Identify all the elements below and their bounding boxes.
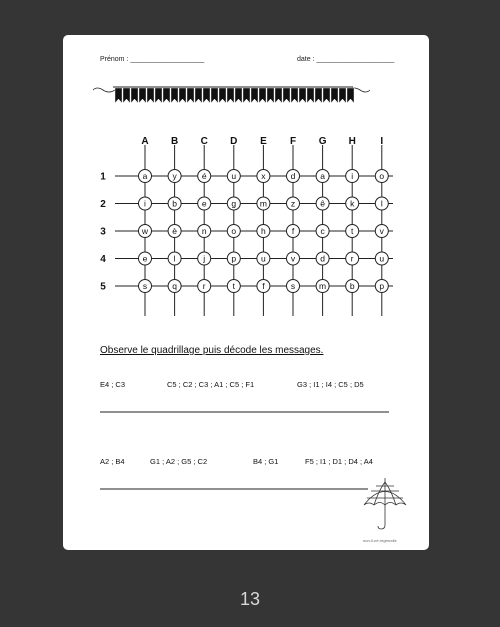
title-banner bbox=[93, 87, 370, 103]
banner-pennant bbox=[147, 88, 154, 103]
row-header: 3 bbox=[100, 226, 106, 238]
banner-pennant bbox=[283, 88, 290, 103]
banner-pennant bbox=[187, 88, 194, 103]
banner-pennant bbox=[139, 88, 146, 103]
grid-cell-letter: m bbox=[319, 281, 327, 291]
banner-pennant bbox=[195, 88, 202, 103]
instruction-text: Observe le quadrillage puis décode les messages. bbox=[100, 345, 324, 356]
banner-pennant bbox=[243, 88, 250, 103]
grid-cell-letter: t bbox=[232, 281, 235, 291]
grid-cell-letter: j bbox=[203, 253, 206, 264]
grid-cell-letter: k bbox=[350, 198, 355, 209]
banner-pennant bbox=[339, 88, 346, 103]
banner-pennant bbox=[323, 88, 330, 103]
grid-cell-letter: r bbox=[350, 253, 354, 264]
code-group: G1 ; A2 ; G5 ; C2 bbox=[150, 457, 208, 466]
code-group: E4 ; C3 bbox=[100, 380, 126, 389]
grid-cell-letter: s bbox=[290, 281, 296, 291]
grid-cell-letter: u bbox=[231, 171, 237, 181]
row-header: 2 bbox=[100, 199, 106, 210]
banner-pennant bbox=[251, 88, 258, 103]
grid-cell-letter: l bbox=[380, 198, 383, 209]
column-header: E bbox=[260, 136, 267, 147]
grid-cell-letter: g bbox=[231, 198, 237, 209]
grid-cell-letter: d bbox=[320, 253, 325, 264]
worksheet-page bbox=[63, 35, 429, 550]
grid-cell-letter: c bbox=[320, 226, 325, 236]
grid-cell-letter: r bbox=[202, 281, 206, 291]
grid-cell-letter: t bbox=[351, 226, 354, 236]
prenom-field: Prénom : ___________________ bbox=[100, 56, 205, 63]
grid-cell-letter: d bbox=[290, 171, 296, 181]
grid-cell-letter: f bbox=[262, 281, 265, 291]
grid-cell-letter: è bbox=[172, 226, 177, 236]
grid-cell-letter: u bbox=[379, 253, 385, 264]
row-header: 1 bbox=[100, 171, 106, 183]
banner-pennant bbox=[179, 88, 186, 103]
column-header: H bbox=[348, 136, 356, 147]
grid-cell-letter: y bbox=[172, 171, 177, 181]
row-header: 5 bbox=[100, 281, 106, 293]
credit-text: non-il-ne-regrondis bbox=[363, 538, 397, 543]
grid-cell-letter: n bbox=[201, 226, 207, 236]
grid-cell-letter: p bbox=[379, 281, 385, 291]
row-header: 4 bbox=[100, 254, 106, 265]
banner-pennant bbox=[347, 88, 354, 103]
banner-pennant bbox=[275, 88, 282, 103]
column-header: I bbox=[380, 136, 384, 147]
banner-pennant bbox=[155, 88, 162, 103]
banner-pennant bbox=[235, 88, 242, 103]
date-field: date : ____________________ bbox=[297, 56, 395, 63]
banner-pennant bbox=[115, 88, 122, 103]
banner-pennant bbox=[299, 88, 306, 103]
grid-cell-letter: o bbox=[231, 226, 237, 236]
grid-cell-letter: u bbox=[261, 253, 266, 264]
column-header: A bbox=[141, 136, 149, 147]
grid-cell-letter: z bbox=[290, 198, 296, 209]
banner-pennant bbox=[331, 88, 338, 103]
grid-cell-letter: v bbox=[379, 226, 384, 236]
code-group: B4 ; G1 bbox=[253, 457, 279, 466]
grid-cell-letter: i bbox=[351, 171, 354, 181]
banner-pennant bbox=[163, 88, 170, 103]
grid-cell-letter: h bbox=[261, 226, 266, 236]
grid-cell-letter: f bbox=[291, 226, 295, 236]
grid-cell-letter: m bbox=[259, 198, 267, 209]
code-group: G3 ; I1 ; I4 ; C5 ; D5 bbox=[297, 380, 364, 389]
grid-cell-letter: w bbox=[141, 226, 149, 236]
banner-pennant bbox=[123, 88, 130, 103]
umbrella-icon bbox=[364, 478, 406, 529]
code-group: C5 ; C2 ; C3 ; A1 ; C5 ; F1 bbox=[167, 380, 255, 389]
grid-cell-letter: o bbox=[379, 171, 385, 181]
grid-cell-letter: e bbox=[142, 253, 148, 264]
grid-cell-letter: e bbox=[201, 198, 207, 209]
banner-pennant bbox=[291, 88, 298, 103]
column-header: B bbox=[170, 136, 179, 147]
grid-cell-letter: i bbox=[144, 198, 146, 209]
code-group: F5 ; I1 ; D1 ; D4 ; A4 bbox=[305, 457, 373, 466]
worksheet-drawing bbox=[63, 35, 429, 550]
banner-pennant bbox=[227, 88, 234, 103]
grid-cell-letter: p bbox=[231, 253, 237, 264]
column-header: F bbox=[289, 136, 297, 147]
grid-cell-letter: l bbox=[173, 253, 176, 264]
banner-pennant bbox=[315, 88, 322, 103]
banner-pennant bbox=[219, 88, 226, 103]
grid-cell-letter: b bbox=[349, 281, 355, 291]
banner-pennant bbox=[267, 88, 274, 103]
banner-pennant bbox=[203, 88, 210, 103]
page-number: 13 bbox=[239, 589, 261, 609]
banner-pennant bbox=[131, 88, 138, 103]
grid-cell-letter: ê bbox=[320, 198, 325, 209]
grid-cell-letter: q bbox=[172, 281, 177, 291]
column-header: D bbox=[230, 136, 238, 147]
grid-cell-letter: v bbox=[290, 253, 296, 264]
banner-pennant bbox=[211, 88, 218, 103]
grid-cell-letter: s bbox=[142, 281, 148, 291]
grid-cell-letter: é bbox=[201, 171, 207, 181]
grid-cell-letter: a bbox=[142, 171, 148, 181]
column-header: C bbox=[200, 136, 208, 147]
code-group: A2 ; B4 bbox=[100, 457, 125, 466]
banner-pennant bbox=[307, 88, 314, 103]
column-header: G bbox=[318, 136, 327, 147]
grid-cell-letter: b bbox=[172, 198, 177, 209]
grid-cell-letter: x bbox=[261, 171, 266, 181]
grid-cell-letter: a bbox=[320, 171, 325, 181]
banner-pennant bbox=[259, 88, 266, 103]
banner-pennant bbox=[171, 88, 178, 103]
letter-grid bbox=[100, 136, 393, 316]
